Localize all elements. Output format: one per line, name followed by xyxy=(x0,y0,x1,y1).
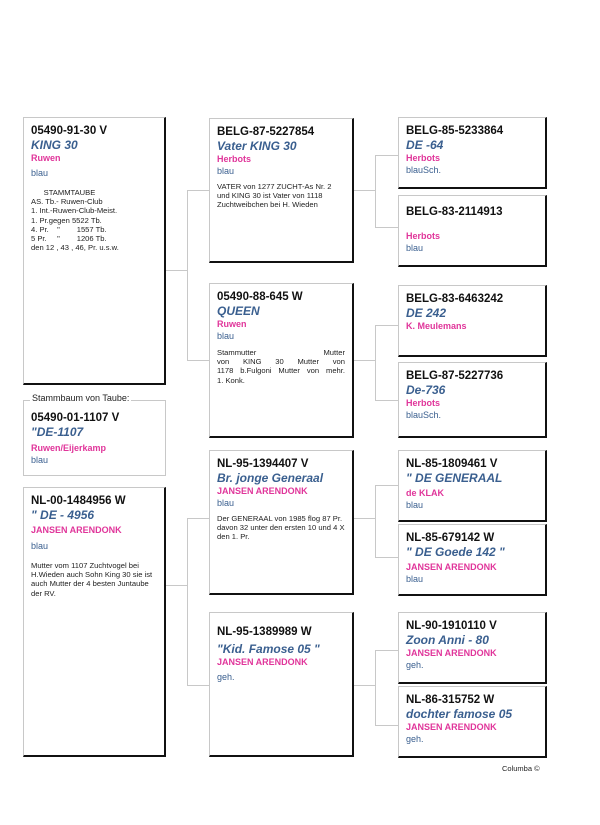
grandparent-ring: NL-86-315752 W xyxy=(406,694,495,706)
grandparent-color: blauSch. xyxy=(406,165,442,175)
connector xyxy=(187,685,209,686)
queen-note xyxy=(217,348,345,385)
kid-famose-breeder: JANSEN ARENDONK xyxy=(217,657,308,667)
dam-name: " DE - 4956 xyxy=(31,508,95,522)
jonge-generaal-breeder: JANSEN ARENDONK xyxy=(217,486,308,496)
connector xyxy=(187,360,209,361)
kid-famose-name: "Kid. Famose 05 " xyxy=(217,642,320,656)
grandparent-color: blau xyxy=(406,243,424,253)
owner-card xyxy=(23,400,166,476)
grandparent-ring: BELG-87-5227736 xyxy=(406,370,504,382)
connector xyxy=(375,485,399,486)
subject-name: KING 30 xyxy=(31,138,78,152)
kid-famose-card xyxy=(209,612,354,757)
subject-color: blau xyxy=(31,168,49,178)
grandparent-card xyxy=(398,450,547,522)
grandparent-color: blau xyxy=(406,574,424,584)
owner-name: "DE-1107 xyxy=(31,425,84,439)
subject-note: STAMMTAUBE AS. Tb.- Ruwen-Club 1. Int.-Ruwen-Club-Meist. 1. Pr.gegen 5522 Tb. 4. Pr. " 1557 Tb. 5 Pr. " 1206 Tb. den 12 , 43 , 46, Pr. u.s.w. xyxy=(31,188,119,253)
grandparent-color: blauSch. xyxy=(406,410,442,420)
dam-ring: NL-00-1484956 W xyxy=(31,495,126,507)
connector xyxy=(375,155,399,156)
subject-ring: 05490-91-30 V xyxy=(31,125,108,137)
jonge-generaal-card xyxy=(209,450,354,595)
grandparent-breeder: JANSEN ARENDONK xyxy=(406,722,497,732)
grandparent-breeder: Herbots xyxy=(406,231,441,241)
grandparent-name: dochter famose 05 xyxy=(406,707,513,721)
grandparent-breeder: JANSEN ARENDONK xyxy=(406,562,497,572)
stammbaum-label: Stammbaum von Taube: xyxy=(32,393,130,403)
connector xyxy=(187,518,209,519)
sire-color: blau xyxy=(217,166,235,176)
connector xyxy=(375,227,399,228)
jonge-generaal-ring: NL-95-1394407 V xyxy=(217,458,309,470)
queen-note-line: 1. Konk. xyxy=(217,375,245,385)
grandparent-ring: BELG-83-6463242 xyxy=(406,293,504,305)
dam-breeder: JANSEN ARENDONK xyxy=(31,525,122,535)
grandparent-name: De-736 xyxy=(406,383,446,397)
grandparent-name: DE 242 xyxy=(406,306,447,320)
grandparent-ring: NL-85-1809461 V xyxy=(406,458,498,470)
jonge-generaal-name: Br. jonge Generaal xyxy=(217,471,324,485)
queen-note-line: von KING 30 Mutter von xyxy=(217,357,345,367)
grandparent-card xyxy=(398,686,547,758)
connector xyxy=(187,190,209,191)
subject-breeder: Ruwen xyxy=(31,153,61,163)
owner-breeder: Ruwen/Eijerkamp xyxy=(31,443,107,453)
grandparent-ring: BELG-83-2114913 xyxy=(406,206,503,218)
owner-color: blau xyxy=(31,455,49,465)
jonge-generaal-note: Der GENERAAL von 1985 flog 87 Pr. davon 32 unter den ersten 10 und 4 X den 1. Pr. xyxy=(217,514,345,542)
connector xyxy=(375,155,376,227)
grandparent-card xyxy=(398,195,547,267)
grandparent-card xyxy=(398,612,547,684)
sire-ring: BELG-87-5227854 xyxy=(217,126,315,138)
connector xyxy=(375,325,376,400)
kid-famose-color: geh. xyxy=(217,672,235,682)
queen-name: QUEEN xyxy=(217,304,260,318)
queen-ring: 05490-88-645 W xyxy=(217,291,303,303)
jonge-generaal-color: blau xyxy=(217,498,235,508)
sire-note: VATER von 1277 ZUCHT-As Nr. 2 und KING 30 ist Vater von 1118 Zuchtweibchen bei H. Wieden xyxy=(217,182,332,210)
connector xyxy=(375,400,399,401)
grandparent-breeder: Herbots xyxy=(406,153,441,163)
grandparent-color: geh. xyxy=(406,734,424,744)
grandparent-name: " DE GENERAAL xyxy=(406,471,503,485)
connector xyxy=(353,518,375,519)
grandparent-card xyxy=(398,285,547,357)
sire-breeder: Herbots xyxy=(217,154,252,164)
subject-card xyxy=(23,117,166,385)
grandparent-ring: NL-90-1910110 V xyxy=(406,620,497,632)
grandparent-name: DE -64 xyxy=(406,138,444,152)
queen-card xyxy=(209,283,354,438)
connector xyxy=(165,270,187,271)
connector xyxy=(353,190,375,191)
connector xyxy=(187,190,188,360)
queen-color: blau xyxy=(217,331,235,341)
grandparent-ring: NL-85-679142 W xyxy=(406,532,495,544)
dam-color: blau xyxy=(31,541,49,551)
grandparent-breeder: Herbots xyxy=(406,398,441,408)
connector xyxy=(375,557,399,558)
queen-breeder: Ruwen xyxy=(217,319,247,329)
connector xyxy=(375,325,399,326)
connector xyxy=(353,685,375,686)
grandparent-breeder: de KLAK xyxy=(406,488,444,498)
grandparent-card xyxy=(398,524,547,596)
grandparent-breeder: JANSEN ARENDONK xyxy=(406,648,497,658)
grandparent-name: " DE Goede 142 " xyxy=(406,545,505,559)
grandparent-breeder: K. Meulemans xyxy=(406,321,467,331)
queen-note-line: 1178 b.Fulgoni Mutter von mehr. xyxy=(217,366,345,376)
connector xyxy=(353,360,375,361)
sire-name: Vater KING 30 xyxy=(217,139,297,153)
grandparent-card xyxy=(398,362,547,438)
dam-card xyxy=(23,487,166,757)
grandparent-color: blau xyxy=(406,500,424,510)
owner-ring: 05490-01-1107 V xyxy=(31,412,120,424)
grandparent-card xyxy=(398,117,547,189)
connector xyxy=(375,485,376,557)
grandparent-ring: BELG-85-5233864 xyxy=(406,125,504,137)
connector xyxy=(375,650,376,725)
grandparent-name: Zoon Anni - 80 xyxy=(406,633,489,647)
connector xyxy=(187,518,188,685)
sire-card xyxy=(209,118,354,263)
grandparent-color: geh. xyxy=(406,660,424,670)
copyright: Columba © xyxy=(502,764,540,773)
dam-note: Mutter vom 1107 Zuchtvogel bei H.Wieden auch Sohn King 30 sie ist auch Mutter der 4 besten Juntaube der RV. xyxy=(31,561,153,598)
connector xyxy=(375,725,399,726)
kid-famose-ring: NL-95-1389989 W xyxy=(217,626,312,638)
connector xyxy=(165,585,187,586)
connector xyxy=(375,650,399,651)
queen-note-line: Stammutter Mutter xyxy=(217,348,345,357)
